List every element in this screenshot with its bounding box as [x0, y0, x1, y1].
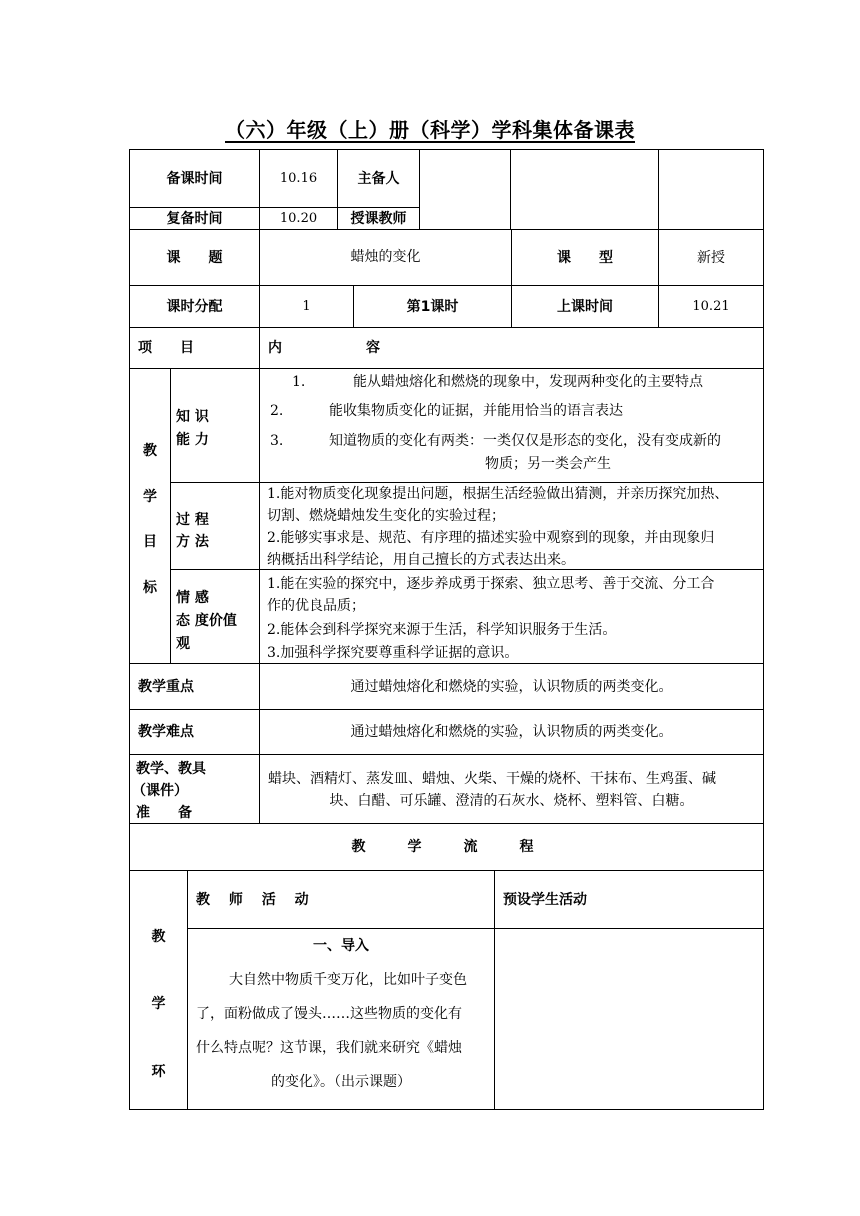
- emotion-line: 2.能体会到科学探究来源于生活，科学知识服务于生活。: [267, 622, 617, 638]
- type-value: 新授: [697, 249, 725, 266]
- content-label: 内 容: [268, 340, 380, 356]
- class-time-label: 上课时间: [557, 298, 613, 315]
- topic-value: 蜡烛的变化: [350, 249, 421, 265]
- periods-label: 课时分配: [166, 298, 223, 315]
- flow-section-title: 一、导入: [313, 938, 369, 954]
- emotion-label-2: 态 度价值: [176, 613, 237, 629]
- prep-time-label: 备课时间: [166, 170, 223, 187]
- process-label-1: 过 程: [176, 512, 209, 528]
- flow-line: 的变化》。（出示课题）: [271, 1074, 411, 1090]
- emotion-line: 作的优良品质；: [267, 598, 365, 614]
- period-number: 第1课时: [406, 298, 459, 315]
- process-line: 2.能够实事求是、规范、有序理的描述实验中观察到的现象，并由现象归: [267, 530, 715, 546]
- knowledge-item-text: 能收集物质变化的证据，并能用恰当的语言表达: [329, 403, 623, 419]
- flow-line: 大自然中物质千变万化，比如叶子变色: [229, 972, 467, 988]
- knowledge-item-no: 1.: [292, 374, 306, 390]
- objectives-side-label-3: 目: [143, 534, 157, 550]
- objectives-side-label-4: 标: [143, 580, 157, 596]
- knowledge-item-text: 能从蜡烛熔化和燃烧的现象中，发现两种变化的主要特点: [353, 374, 703, 390]
- item-label: 项 目: [138, 340, 194, 356]
- flow-line: 什么特点呢？这节课，我们就来研究《蜡烛: [196, 1040, 462, 1056]
- objectives-side-label-2: 学: [143, 489, 157, 505]
- emotion-line: 1.能在实验的探究中，逐步养成勇于探索、独立思考、善于交流、分工合: [267, 576, 715, 592]
- flow-side-label-1: 教: [151, 929, 166, 945]
- page-title: （六）年级（上）册（科学）学科集体备课表: [225, 118, 635, 142]
- review-time-label: 复备时间: [166, 210, 223, 227]
- periods-value: 1: [302, 298, 311, 314]
- process-label-2: 方 法: [176, 534, 209, 550]
- materials-label-1: 教学、教具: [136, 761, 206, 777]
- knowledge-label-2: 能 力: [176, 432, 209, 448]
- main-preparer-label: 主备人: [357, 170, 400, 187]
- prep-time-value: 10.16: [279, 170, 318, 186]
- topic-label: 课 题: [166, 249, 223, 266]
- class-time-value: 10.21: [692, 298, 730, 314]
- knowledge-label-1: 知 识: [176, 409, 209, 425]
- emotion-label-1: 情 感: [176, 590, 209, 606]
- type-label: 课 型: [557, 249, 613, 266]
- materials-line: 蜡块、酒精灯、蒸发皿、蜡烛、火柴、干燥的烧杯、干抹布、生鸡蛋、碱: [268, 771, 716, 787]
- materials-label-3: 准 备: [136, 805, 192, 821]
- review-time-value: 10.20: [279, 210, 318, 226]
- difficulty-value: 通过蜡烛熔化和燃烧的实验，认识物质的两类变化。: [350, 724, 673, 740]
- flow-side-label-3: 环: [151, 1064, 166, 1080]
- knowledge-item-text: 物质；另一类会产生: [485, 456, 611, 472]
- key-point-label: 教学重点: [138, 678, 194, 695]
- knowledge-item-text: 知道物质的变化有两类：一类仅仅是形态的变化，没有变成新的: [329, 433, 721, 449]
- key-point-value: 通过蜡烛熔化和燃烧的实验，认识物质的两类变化。: [350, 678, 673, 695]
- teacher-label: 授课教师: [350, 210, 407, 227]
- teacher-activity-header: 教 师 活 动: [196, 891, 309, 908]
- flow-side-label-2: 学: [151, 996, 166, 1012]
- student-activity-header: 预设学生活动: [503, 891, 587, 908]
- process-line: 纳概括出科学结论，用自己擅长的方式表达出来。: [267, 552, 575, 568]
- process-line: 切割、燃烧蜡烛发生变化的实验过程；: [267, 508, 505, 524]
- objectives-side-label-1: 教: [143, 443, 157, 459]
- emotion-label-3: 观: [176, 636, 190, 652]
- process-title: 教 学 流 程: [351, 839, 534, 855]
- process-line: 1.能对物质变化现象提出问题，根据生活经验做出猜测，并亲历探究加热、: [267, 486, 729, 502]
- flow-line: 了，面粉做成了馒头……这些物质的变化有: [196, 1006, 462, 1022]
- materials-line: 块、白醋、可乐罐、澄清的石灰水、烧杯、塑料管、白糖。: [329, 793, 694, 809]
- knowledge-item-no: 2.: [270, 403, 284, 419]
- materials-label-2: （课件）: [132, 783, 188, 799]
- emotion-line: 3.加强科学探究要尊重科学证据的意识。: [267, 645, 519, 661]
- knowledge-item-no: 3.: [270, 433, 284, 449]
- difficulty-label: 教学难点: [138, 724, 194, 740]
